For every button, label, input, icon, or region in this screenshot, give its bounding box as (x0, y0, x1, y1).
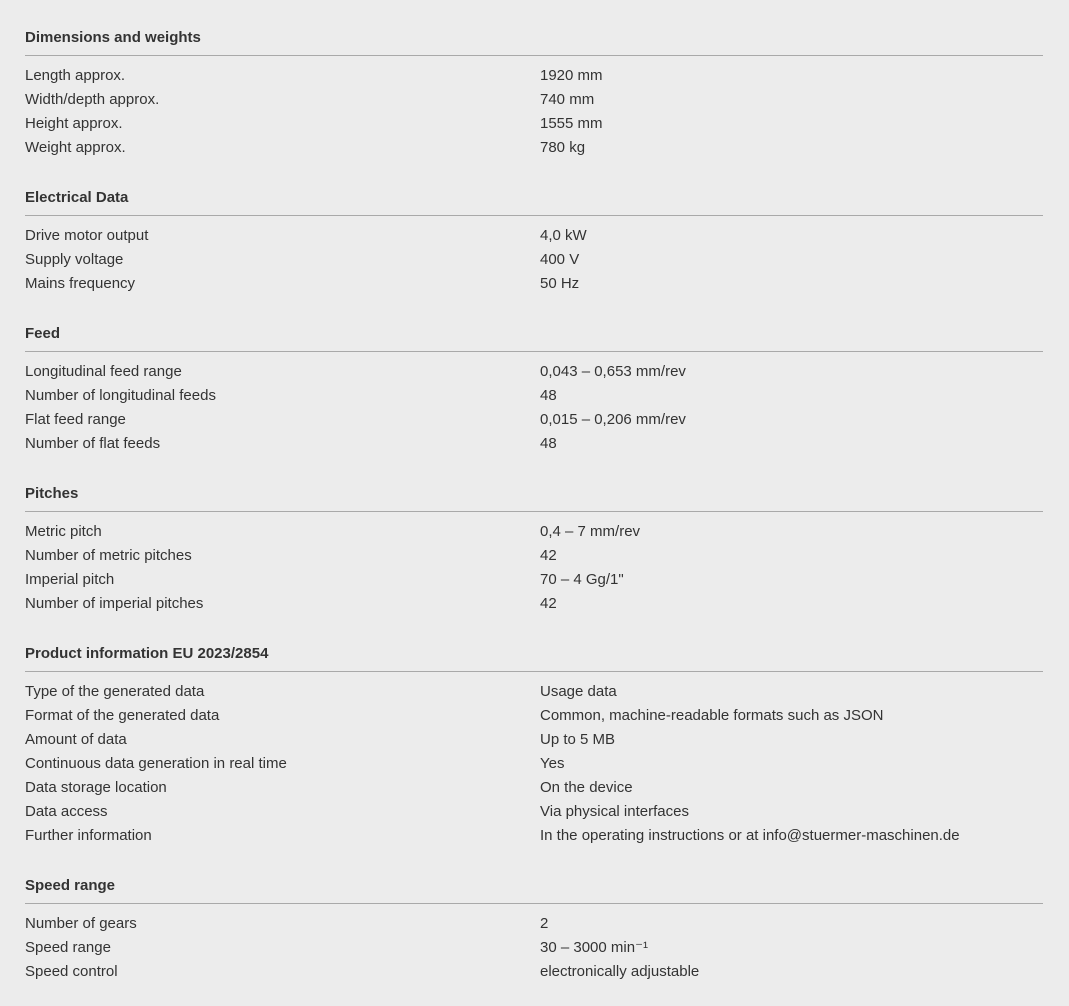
spec-value: electronically adjustable (540, 963, 700, 980)
spec-row (25, 224, 1043, 248)
spec-value: 48 (540, 387, 557, 404)
spec-row (25, 88, 1043, 112)
section-title: Feed (25, 326, 1043, 352)
spec-value: 50 Hz (540, 275, 580, 292)
spec-label: Number of flat feeds (25, 435, 161, 452)
spec-row (25, 824, 1043, 848)
spec-row (25, 432, 1043, 456)
spec-label: Format of the generated data (25, 707, 220, 724)
spec-label: Height approx. (25, 115, 123, 132)
spec-label: Longitudinal feed range (25, 363, 182, 380)
spec-value: 1920 mm (540, 67, 603, 84)
spec-label: Continuous data generation in real time (25, 755, 287, 772)
spec-value: Usage data (540, 683, 617, 700)
spec-row (25, 136, 1043, 160)
spec-value: 48 (540, 435, 557, 452)
spec-label: Width/depth approx. (25, 91, 160, 108)
spec-rows (25, 360, 1043, 456)
spec-value: On the device (540, 779, 633, 796)
spec-value: 0,043 – 0,653 mm/rev (540, 363, 686, 380)
spec-rows (25, 680, 1043, 848)
spec-value: 4,0 kW (540, 227, 587, 244)
spec-label: Supply voltage (25, 251, 124, 268)
section-dimensions-and-weights (25, 30, 1043, 160)
spec-row (25, 408, 1043, 432)
section-title: Dimensions and weights (25, 30, 1043, 56)
spec-value: 0,4 – 7 mm/rev (540, 523, 641, 540)
spec-label: Speed range (25, 939, 111, 956)
spec-label: Length approx. (25, 67, 126, 84)
spec-value: Yes (540, 755, 565, 772)
section-speed-range (25, 878, 1043, 984)
spec-row (25, 360, 1043, 384)
spec-row (25, 64, 1043, 88)
spec-rows (25, 912, 1043, 984)
section-feed (25, 326, 1043, 456)
spec-label: Number of imperial pitches (25, 595, 204, 612)
section-title: Speed range (25, 878, 1043, 904)
spec-label: Number of longitudinal feeds (25, 387, 216, 404)
spec-label: Drive motor output (25, 227, 149, 244)
spec-row (25, 272, 1043, 296)
spec-label: Metric pitch (25, 523, 102, 540)
spec-value: 780 kg (540, 139, 586, 156)
spec-label: Amount of data (25, 731, 127, 748)
spec-label: Number of metric pitches (25, 547, 192, 564)
spec-label: Number of gears (25, 915, 137, 932)
spec-row (25, 728, 1043, 752)
spec-value: 30 – 3000 min⁻¹ (540, 939, 648, 956)
spec-row (25, 800, 1043, 824)
spec-row (25, 680, 1043, 704)
spec-label: Imperial pitch (25, 571, 115, 588)
spec-row (25, 936, 1043, 960)
spec-row (25, 960, 1043, 984)
spec-row (25, 704, 1043, 728)
spec-value: 740 mm (540, 91, 595, 108)
spec-label: Mains frequency (25, 275, 136, 292)
spec-label: Data access (25, 803, 108, 820)
spec-value: Up to 5 MB (540, 731, 616, 748)
spec-row (25, 248, 1043, 272)
spec-row (25, 568, 1043, 592)
spec-row (25, 384, 1043, 408)
spec-row (25, 592, 1043, 616)
spec-row (25, 544, 1043, 568)
section-product-information-eu (25, 646, 1043, 848)
spec-row (25, 912, 1043, 936)
spec-sheet (25, 30, 1043, 984)
section-title: Product information EU 2023/2854 (25, 646, 1043, 672)
spec-label: Further information (25, 827, 152, 844)
spec-row (25, 752, 1043, 776)
spec-rows (25, 520, 1043, 616)
spec-value: Via physical interfaces (540, 803, 689, 820)
section-title: Electrical Data (25, 190, 1043, 216)
spec-label: Type of the generated data (25, 683, 205, 700)
spec-label: Data storage location (25, 779, 167, 796)
spec-rows (25, 224, 1043, 296)
spec-value: 2 (540, 915, 549, 932)
spec-row (25, 112, 1043, 136)
spec-label: Flat feed range (25, 411, 126, 428)
spec-value: 42 (540, 595, 557, 612)
spec-value: Common, machine-readable formats such as JSON (540, 707, 884, 724)
spec-rows (25, 64, 1043, 160)
spec-label: Weight approx. (25, 139, 126, 156)
spec-value: 400 V (540, 251, 580, 268)
spec-row (25, 520, 1043, 544)
section-electrical-data (25, 190, 1043, 296)
section-title: Pitches (25, 486, 1043, 512)
spec-row (25, 776, 1043, 800)
spec-value: 70 – 4 Gg/1" (540, 571, 624, 588)
spec-value: In the operating instructions or at info@stuermer-maschinen.de (540, 827, 960, 844)
section-pitches (25, 486, 1043, 616)
spec-value: 42 (540, 547, 557, 564)
spec-value: 1555 mm (540, 115, 603, 132)
spec-label: Speed control (25, 963, 118, 980)
spec-value: 0,015 – 0,206 mm/rev (540, 411, 686, 428)
